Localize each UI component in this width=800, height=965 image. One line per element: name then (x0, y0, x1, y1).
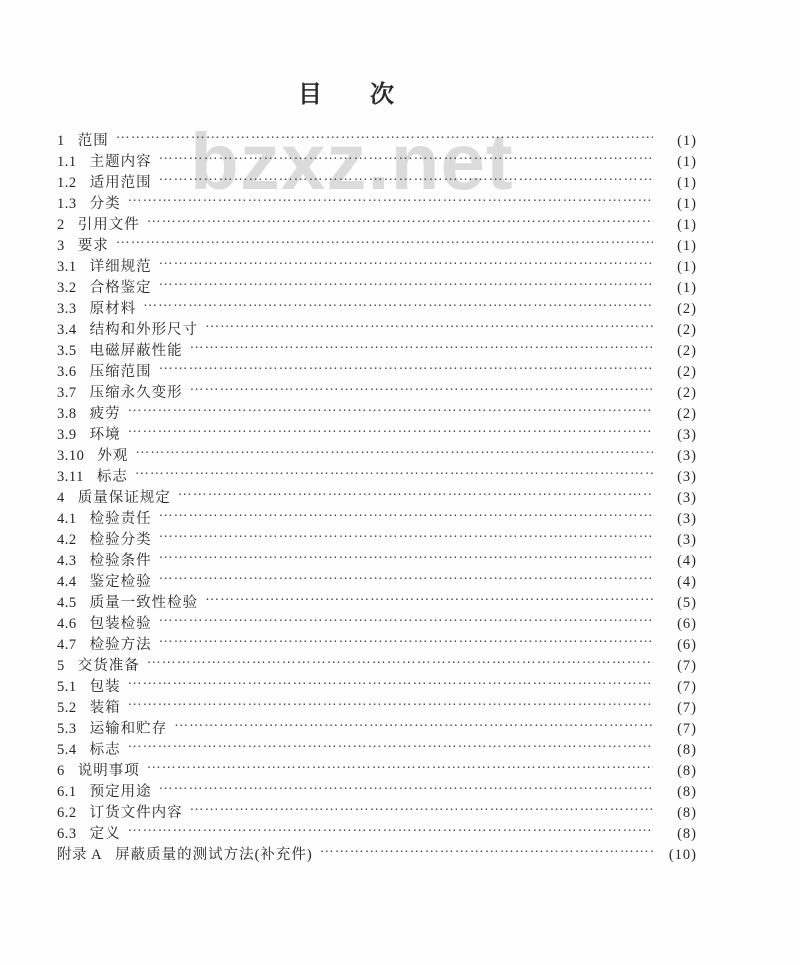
toc-leader-dots (159, 607, 653, 628)
toc-entry-page: (8) (677, 784, 697, 800)
toc-entry-title: 详细规范 (89, 259, 152, 275)
toc-entry-title: 环境 (89, 427, 121, 443)
toc-leader-dots (135, 460, 653, 481)
toc-entry-title: 定义 (89, 826, 121, 842)
toc-leader-dots (159, 145, 653, 166)
toc-leader-dots (128, 733, 653, 754)
toc-entry-number: 5 (57, 658, 65, 674)
toc-entry-page: (4) (677, 574, 697, 590)
toc-leader-dots (128, 418, 653, 439)
toc-row (57, 292, 697, 317)
toc-leader-dots (190, 796, 653, 817)
toc-entry-title: 屏蔽质量的测试方法(补充件) (115, 847, 313, 863)
toc-entry-title: 分类 (89, 196, 121, 212)
toc-entry-page: (8) (677, 742, 697, 758)
toc-entry-page: (3) (677, 448, 697, 464)
toc-leader-dots (116, 229, 653, 250)
toc-entry-title: 包装 (89, 679, 121, 695)
toc-entry-title: 检验方法 (89, 637, 152, 653)
toc-row (57, 565, 697, 590)
toc-entry-number: 3.1 (57, 259, 77, 275)
toc-leader-dots (205, 313, 653, 334)
toc-entry-page: (2) (677, 322, 697, 338)
toc-entry-number: 1 (57, 133, 65, 149)
toc-row (57, 229, 697, 254)
toc-leader-dots (159, 775, 653, 796)
toc-entry-page: (2) (677, 364, 697, 380)
toc-entry-title: 适用范围 (89, 175, 152, 191)
toc-entry-page: (3) (677, 427, 697, 443)
toc-row (57, 439, 697, 464)
toc-leader-dots (135, 439, 653, 460)
toc-entry-number: 5.4 (57, 742, 77, 758)
toc-entry-number: 6.1 (57, 784, 77, 800)
toc-entry-title: 要求 (77, 238, 109, 254)
toc-leader-dots (147, 754, 653, 775)
toc-entry-number: 4 (57, 490, 65, 506)
toc-entry-page: (2) (677, 343, 697, 359)
toc-entry-number: 5.3 (57, 721, 77, 737)
toc-row (57, 397, 697, 422)
toc-entry-number: 3 (57, 238, 65, 254)
toc-row (57, 796, 697, 821)
toc-entry-number: 3.10 (57, 448, 85, 464)
toc-row (57, 691, 697, 716)
toc-row (57, 460, 697, 485)
toc-row (57, 271, 697, 296)
toc-entry-title: 压缩范围 (89, 364, 152, 380)
toc-entry-number: 4.6 (57, 616, 77, 632)
toc-entry-number: 4.1 (57, 511, 77, 527)
toc-entry-number: 4.4 (57, 574, 77, 590)
toc-entry-page: (4) (677, 553, 697, 569)
toc-entry-page: (2) (677, 301, 697, 317)
toc-entry-number: 4.5 (57, 595, 77, 611)
toc-entry-number: 4.7 (57, 637, 77, 653)
toc-entry-title: 外观 (97, 448, 129, 464)
toc-entry-number: 4.3 (57, 553, 77, 569)
toc-entry-number: 6.3 (57, 826, 77, 842)
toc-entry-number: 6.2 (57, 805, 77, 821)
toc-row (57, 145, 697, 170)
toc-row (57, 817, 697, 842)
toc-entry-title: 标志 (96, 469, 128, 485)
toc-leader-dots (320, 838, 653, 859)
toc-leader-dots (159, 502, 653, 523)
toc-leader-dots (147, 208, 653, 229)
toc-entry-title: 引用文件 (77, 217, 140, 233)
toc-leader-dots (159, 628, 653, 649)
watermark-text: bzxz.net (190, 117, 514, 206)
toc-entry-number: 3.6 (57, 364, 77, 380)
toc-entry-title: 说明事项 (77, 763, 140, 779)
toc-entry-page: (1) (677, 238, 697, 254)
toc-row (57, 418, 697, 443)
toc-entry-number: 3.3 (57, 301, 77, 317)
toc-entry-title: 运输和贮存 (89, 721, 168, 737)
toc-leader-dots (128, 187, 653, 208)
toc-entry-number: 3.8 (57, 406, 77, 422)
toc-entry-page: (1) (677, 133, 697, 149)
toc-row (57, 712, 697, 737)
toc-entry-page: (7) (677, 721, 697, 737)
toc-entry-page: (2) (677, 385, 697, 401)
toc-entry-title: 范围 (77, 133, 109, 149)
toc-entry-title: 疲劳 (89, 406, 121, 422)
toc-leader-dots (159, 166, 653, 187)
toc-entry-number: 3.4 (57, 322, 77, 338)
toc-entry-page: (1) (677, 175, 697, 191)
toc-leader-dots (178, 481, 653, 502)
toc-entry-number: 3.7 (57, 385, 77, 401)
toc-leader-dots (128, 397, 653, 418)
toc-leader-dots (128, 670, 653, 691)
toc-row (57, 166, 697, 191)
toc-leader-dots (143, 292, 653, 313)
toc-entry-title: 检验分类 (89, 532, 152, 548)
toc-entry-title: 包装检验 (89, 616, 152, 632)
page-title: 目 次 (298, 82, 406, 108)
toc-row (57, 313, 697, 338)
toc-entry-title: 鉴定检验 (89, 574, 152, 590)
toc-leader-dots (190, 334, 653, 355)
toc-entry-page: (6) (677, 637, 697, 653)
toc-leader-dots (159, 250, 653, 271)
toc-entry-page: (7) (677, 658, 697, 674)
toc-entry-title: 检验条件 (89, 553, 152, 569)
toc-entry-page: (3) (677, 490, 697, 506)
toc-entry-title: 合格鉴定 (89, 280, 152, 296)
toc-entry-page: (1) (677, 217, 697, 233)
toc-entry-page: (1) (677, 259, 697, 275)
toc-leader-dots (128, 691, 653, 712)
toc-leader-dots (159, 523, 653, 544)
toc-row (57, 628, 697, 653)
toc-row (57, 250, 697, 275)
toc-entry-page: (8) (677, 826, 697, 842)
toc-entry-page: (3) (677, 469, 697, 485)
toc-entry-page: (1) (677, 196, 697, 212)
toc-row (57, 376, 697, 401)
toc-row (57, 670, 697, 695)
toc-entry-number: 附录 A (57, 847, 103, 863)
toc-row (57, 586, 697, 611)
toc-entry-number: 4.2 (57, 532, 77, 548)
toc-entry-page: (6) (677, 616, 697, 632)
toc-leader-dots (128, 817, 653, 838)
toc-row (57, 187, 697, 212)
toc-entry-number: 3.11 (57, 469, 84, 485)
toc-leader-dots (205, 586, 653, 607)
toc-entry-title: 检验责任 (89, 511, 152, 527)
toc-entry-title: 预定用途 (89, 784, 152, 800)
toc-entry-page: (7) (677, 679, 697, 695)
toc-leader-dots (159, 271, 653, 292)
toc-row (57, 523, 697, 548)
toc-entry-title: 电磁屏蔽性能 (89, 343, 183, 359)
table-of-contents (57, 117, 697, 863)
toc-leader-dots (159, 355, 653, 376)
toc-entry-page: (1) (677, 280, 697, 296)
toc-entry-page: (1) (677, 154, 697, 170)
toc-entry-page: (5) (677, 595, 697, 611)
toc-entry-title: 订货文件内容 (89, 805, 183, 821)
toc-leader-dots (190, 376, 653, 397)
toc-row (57, 544, 697, 569)
toc-entry-title: 装箱 (89, 700, 121, 716)
toc-entry-number: 1.3 (57, 196, 77, 212)
toc-entry-page: (8) (677, 763, 697, 779)
toc-entry-title: 压缩永久变形 (89, 385, 183, 401)
toc-leader-dots (116, 124, 653, 145)
toc-entry-number: 3.9 (57, 427, 77, 443)
toc-row (57, 754, 697, 779)
toc-leader-dots (159, 544, 653, 565)
toc-entry-number: 3.2 (57, 280, 77, 296)
toc-entry-page: (7) (677, 700, 697, 716)
toc-entry-title: 结构和外形尺寸 (89, 322, 199, 338)
toc-entry-page: (3) (677, 511, 697, 527)
toc-row (57, 733, 697, 758)
toc-leader-dots (147, 649, 653, 670)
toc-entry-page: (8) (677, 805, 697, 821)
toc-row (57, 838, 697, 863)
toc-entry-number: 6 (57, 763, 65, 779)
toc-entry-page: (2) (677, 406, 697, 422)
toc-entry-number: 3.5 (57, 343, 77, 359)
toc-entry-title: 质量保证规定 (77, 490, 171, 506)
toc-row (57, 481, 697, 506)
toc-entry-title: 交货准备 (77, 658, 140, 674)
toc-entry-title: 原材料 (89, 301, 137, 317)
toc-leader-dots (159, 565, 653, 586)
toc-row (57, 775, 697, 800)
toc-leader-dots (174, 712, 653, 733)
toc-entry-page: (3) (677, 532, 697, 548)
toc-row (57, 124, 697, 149)
toc-entry-title: 标志 (89, 742, 121, 758)
toc-entry-title: 主题内容 (89, 154, 152, 170)
toc-row (57, 208, 697, 233)
toc-entry-number: 1.1 (57, 154, 77, 170)
toc-entry-number: 5.1 (57, 679, 77, 695)
toc-row (57, 649, 697, 674)
toc-entry-title: 质量一致性检验 (89, 595, 199, 611)
toc-entry-number: 2 (57, 217, 65, 233)
toc-entry-page: (10) (668, 847, 697, 863)
toc-entry-number: 1.2 (57, 175, 77, 191)
toc-entry-number: 5.2 (57, 700, 77, 716)
